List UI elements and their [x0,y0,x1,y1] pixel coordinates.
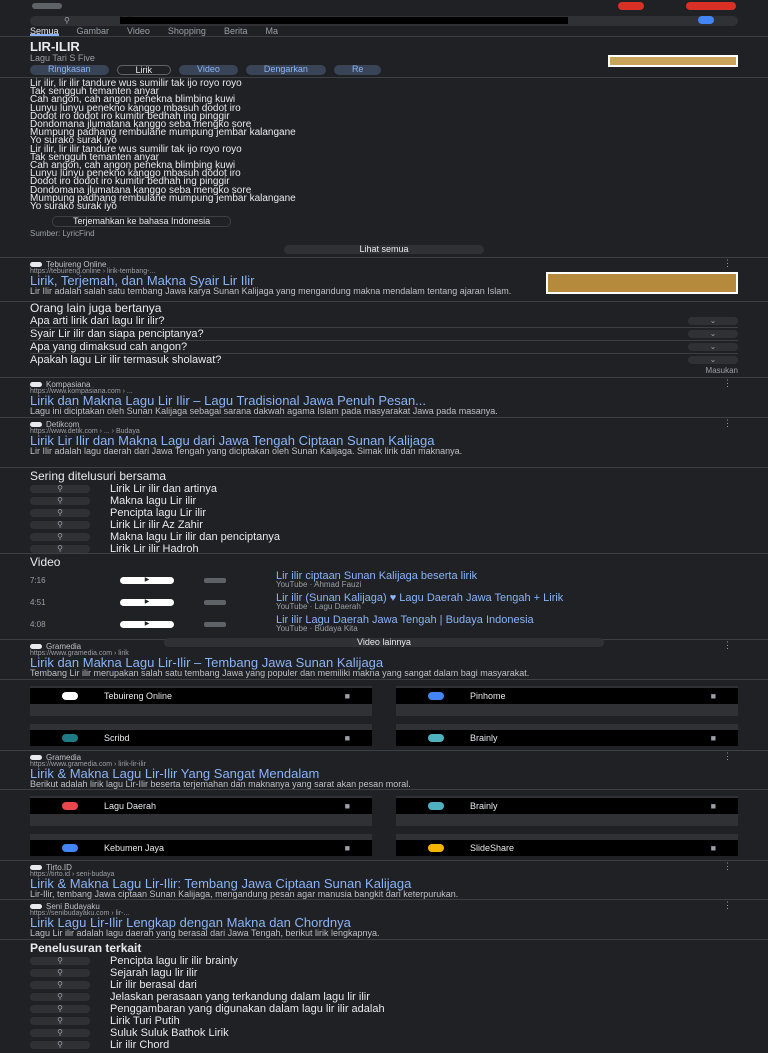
more-options-icon[interactable]: ■ [710,801,716,812]
site-name: Kompasiana [46,380,91,390]
more-options-icon[interactable]: ■ [710,733,716,744]
search-result [0,640,768,680]
site-favicon [30,644,42,649]
video-thumbnail[interactable] [204,622,226,627]
search-icon: ⚲ [30,1005,90,1013]
more-options-icon[interactable]: ■ [344,843,350,854]
result-thumbnail[interactable] [546,272,738,294]
card-label: Tebuireng Online [104,691,173,702]
song-subtitle: Lagu Tari S Five [30,53,95,63]
card-label: SlideShare [470,843,515,854]
play-icon[interactable]: ▶ [120,577,174,584]
paa-question-text: Apakah lagu Lir ilir termasuk sholawat? [30,354,222,367]
related-search-text: Lir ilir berasal dari [110,979,197,992]
related-search-text: Pencipta lagu lir ilir brainly [110,955,238,968]
image-cards [0,680,768,750]
image-card[interactable] [396,834,738,856]
related-search-item[interactable] [30,531,738,543]
related-search-item[interactable] [30,1015,738,1027]
related-search-item[interactable] [30,991,738,1003]
chip-lyrics[interactable]: Lirik [117,65,172,75]
related-search-item[interactable] [30,1027,738,1039]
result-title-link[interactable]: Lirik dan Makna Lagu Lir Ilir – Lagu Tradisional Jawa Penuh Pesan... [30,393,427,409]
people-also-ask [0,302,768,378]
result-url: https://www.detik.com › ... › Budaya [30,428,140,436]
site-name: Seni Budayaku [46,902,100,912]
more-options-icon[interactable]: ⋮ [723,418,732,429]
videos-title: Video [30,555,61,570]
result-cite [30,642,738,651]
search-icon: ⚲ [30,1041,90,1049]
more-options-icon[interactable]: ⋮ [723,861,732,872]
related-search-item[interactable] [30,955,738,967]
related-search-item[interactable] [30,1003,738,1015]
site-favicon [30,755,42,760]
search-tabs [0,26,768,37]
result-url: https://www.gramedia.com › lirik [30,650,129,658]
search-result [0,750,768,790]
related-search-text: Lir ilir Chord [110,1039,170,1052]
image-card[interactable] [30,686,372,716]
site-favicon [62,692,78,700]
result-snippet: Lagu ini diciptakan oleh Sunan Kalijaga sebagai sarana dakwah agama Islam pada masyarakat Jawa pada masanya. [30,406,498,417]
result-url: https://www.gramedia.com › lirik-lir-ilir [30,761,146,769]
tab-news[interactable]: Berita [223,26,248,36]
lyric-line: Dodot iro dodot iro kumitir bedhah ing pinggir [30,176,230,188]
video-title-link[interactable]: Lir ilir ciptaan Sunan Kalijaga beserta lirik [276,570,478,583]
video-duration: 4:51 [30,597,46,607]
related-title: Sering ditelusuri bersama [30,469,167,484]
video-title-link[interactable]: Lir ilir Lagu Daerah Jawa Tengah | Budaya Indonesia [276,614,534,627]
site-favicon [428,802,444,810]
lyric-line: Lunyu lunyu penekno kanggo mbasuh dodot iro [30,102,241,114]
tab-more[interactable]: Ma [265,26,278,36]
site-favicon [428,734,444,742]
tab-images[interactable]: Gambar [76,26,110,36]
related-search-text: Jelaskan perasaan yang terkandung dalam lagu lir ilir [110,991,370,1004]
lyric-line: Mumpung padhang rembulane mumpung jembar kalangane [30,127,296,139]
search-result [0,860,768,900]
result-url: https://senibudayaku.com › lir-... [30,910,130,918]
result-snippet: Tembang Lir ilir merupakan salah satu tembang Jawa yang populer dan memiliki makna yang sangat dalam bagi masyarakat. [30,668,530,679]
search-icon: ⚲ [30,957,90,965]
chevron-down-icon[interactable]: ⌄ [688,343,738,351]
more-videos-button[interactable]: Video lainnya [164,638,604,647]
lyric-line: Lir ilir, lir ilir tandure wus sumilir tak ijo royo royo [30,143,242,155]
more-options-icon[interactable]: ■ [344,733,350,744]
image-cards [0,790,768,860]
result-title-link[interactable]: Lirik Lir Ilir dan Makna Lagu dari Jawa Tengah Ciptaan Sunan Kalijaga [30,433,435,449]
chip-listen[interactable]: Dengarkan [246,65,326,75]
result-url: https://tirto.id › seni-budaya [30,871,115,879]
related-search-text: Pencipta lagu Lir ilir [110,507,206,520]
search-icon: ⚲ [30,981,90,989]
site-name: Tirto.ID [46,863,72,873]
site-name: Gramedia [46,753,82,763]
result-snippet: Lir-Ilir, tembang Jawa ciptaan Sunan Kalijaga, mengandung pesan agar manusia bangkit dari keterpurukan. [30,889,459,900]
video-meta: YouTube · Ahmad Fauzi [276,580,362,590]
result-cite [30,863,738,872]
lyric-line: Cah angon, cah angon penekna blimbing kuwi [30,160,236,172]
search-icon[interactable]: ⚲ [64,16,70,25]
related-searches-top [0,468,768,554]
result-url: https://tebuireng.online › lirik-tembang-... [30,268,156,276]
site-favicon [62,802,78,810]
more-options-icon[interactable]: ⋮ [723,378,732,389]
search-icon: ⚲ [30,497,90,505]
result-title-link[interactable]: Lirik, Terjemah, dan Makna Syair Lir Ilir [30,273,255,289]
video-meta: YouTube · Budaya Kita [276,624,358,634]
related-search-text: Suluk Suluk Bathok Lirik [110,1027,229,1040]
play-icon[interactable]: ▶ [120,621,174,628]
paa-question-text: Apa yang dimaksud cah angon? [30,341,188,354]
related-search-item[interactable] [30,1039,738,1051]
chevron-down-icon[interactable]: ⌄ [688,330,738,338]
related-search-text: Makna lagu Lir ilir dan penciptanya [110,531,280,544]
result-title-link[interactable]: Lirik Lagu Lir-Ilir Lengkap dengan Makna dan Chordnya [30,915,351,931]
paa-question-text: Apa arti lirik dari lagu lir ilir? [30,315,165,328]
site-favicon [30,904,42,909]
search-result [0,418,768,468]
see-all-button[interactable]: Lihat semua [284,245,484,254]
search-icon: ⚲ [30,993,90,1001]
lyric-line: Dondomana jlumatana kanggo seba mengko sore [30,184,252,196]
result-title-link[interactable]: Lirik dan Makna Lagu Lir-Ilir – Tembang Jawa Sunan Kalijaga [30,655,384,671]
song-title: LIR-ILIR [30,39,80,54]
more-options-icon[interactable]: ■ [710,843,716,854]
lyric-line: Dodot iro dodot iro kumitir bedhah ing pinggir [30,110,230,122]
card-label: Pinhome [470,691,506,702]
card-label: Lagu Daerah [104,801,157,812]
image-card[interactable] [30,796,372,826]
avatar[interactable] [686,2,736,10]
more-options-icon[interactable]: ⋮ [723,640,732,651]
chip-summary[interactable]: Ringkasan [30,65,109,75]
card-label: Kebumen Jaya [104,843,165,854]
lyric-line: Lunyu lunyu penekno kanggo mbasuh dodot iro [30,168,241,180]
related-search-text: Makna lagu Lir ilir [110,495,197,508]
paa-question[interactable] [30,341,738,354]
related-search-item[interactable] [30,483,738,495]
image-card[interactable] [396,724,738,746]
video-thumbnail[interactable] [204,600,226,605]
feedback-link[interactable]: Masukan [705,366,738,376]
site-name: Tebuireng Online [46,260,107,270]
card-label: Brainly [470,733,498,744]
search-icon: ⚲ [30,1017,90,1025]
result-url: https://www.kompasiana.com › ... [30,388,133,396]
paa-question-text: Syair Lir ilir dan siapa penciptanya? [30,328,204,341]
search-icon: ⚲ [30,509,90,517]
related-search-text: Penggambaran yang digunakan dalam lagu lir ilir adalah [110,1003,385,1016]
video-item[interactable] [30,591,738,613]
image-card[interactable] [30,834,372,856]
labs-icon[interactable] [618,2,644,10]
result-title-link[interactable]: Lirik & Makna Lagu Lir-Ilir Yang Sangat Mendalam [30,766,320,782]
related-title: Penelusuran terkait [30,941,142,956]
search-result [0,900,768,940]
result-snippet: Berikut adalah lirik lagu Lir-Ilir beserta terjemahan dan maknanya yang sarat akan pesan moral. [30,779,411,790]
search-bar [0,14,768,26]
chip-more[interactable]: Re [334,65,382,75]
paa-title: Orang lain juga bertanya [30,301,162,316]
video-duration: 4:08 [30,619,46,629]
result-snippet: Lir Ilir adalah lagu daerah dari Jawa Tengah yang diciptakan oleh Sunan Kalijaga. Simak lirik dan maknanya. [30,446,463,457]
lyric-line: Yo surako surak iyo [30,135,117,147]
site-favicon [30,422,42,427]
search-icon: ⚲ [30,485,90,493]
more-options-icon[interactable]: ⋮ [723,258,732,269]
lyric-line: Lir ilir, lir ilir tandure wus sumilir tak ijo royo royo [30,78,242,89]
video-title-link[interactable]: Lir ilir (Sunan Kalijaga) ♥ Lagu Daerah Jawa Tengah + Lirik [276,592,564,605]
paa-question[interactable] [30,328,738,341]
related-search-item[interactable] [30,495,738,507]
album-art[interactable] [608,55,738,67]
related-search-text: Lirik Lir ilir Az Zahir [110,519,203,532]
paa-question[interactable] [30,315,738,328]
lyric-line: Tak sengguh temanten anyar [30,86,159,98]
lyrics-source: Sumber: LyricFind [30,229,95,239]
search-input[interactable]: lir ilir [120,17,568,24]
result-cite [30,380,738,389]
related-search-text: Lirik Lir ilir dan artinya [110,483,217,496]
search-result [0,378,768,418]
video-item[interactable] [30,613,738,635]
site-favicon [428,692,444,700]
lyric-line: Tak sengguh temanten anyar [30,151,159,163]
image-card[interactable] [30,724,372,746]
search-icon: ⚲ [30,1029,90,1037]
translate-button[interactable]: Terjemahkan ke bahasa Indonesia [52,216,231,227]
lyric-line: Yo surako surak iyo [30,201,117,213]
search-icon: ⚲ [30,545,90,553]
site-favicon [30,382,42,387]
play-icon[interactable]: ▶ [120,599,174,606]
site-favicon [30,865,42,870]
chevron-down-icon[interactable]: ⌄ [688,317,738,325]
chip-video[interactable]: Video [179,65,238,75]
result-cite [30,902,738,911]
lyrics-text [0,78,768,240]
menu-icon[interactable] [32,3,62,9]
related-search-item[interactable] [30,967,738,979]
result-snippet: Lagu Lir ilir adalah lagu daerah yang berasal dari Jawa Tengah, berikut lirik lengkapnya. [30,928,380,939]
card-label: Scribd [104,733,130,744]
lyric-line: Dondomana jlumatana kanggo seba mengko sore [30,119,252,131]
lyrics-panel [0,37,768,78]
lyric-line: Cah angon, cah angon penekna blimbing kuwi [30,94,236,106]
video-duration: 7:16 [30,575,46,585]
card-label: Brainly [470,801,498,812]
lens-icon[interactable] [698,16,714,24]
search-icon: ⚲ [30,533,90,541]
more-options-icon[interactable]: ■ [344,801,350,812]
search-icon: ⚲ [30,521,90,529]
lyric-line: Mumpung padhang rembulane mumpung jembar kalangane [30,192,296,204]
tab-shopping[interactable]: Shopping [167,26,206,36]
related-search-item[interactable] [30,979,738,991]
image-card[interactable] [396,686,738,716]
site-name: Gramedia [46,642,82,652]
video-item[interactable] [30,569,738,591]
site-favicon [62,734,78,742]
site-favicon [62,844,78,852]
related-search-text: Sejarah lagu lir ilir [110,967,198,980]
related-searches-bottom [0,940,768,1053]
related-search-item[interactable] [30,507,738,519]
video-thumbnail[interactable] [204,578,226,583]
search-result [0,258,768,302]
related-search-text: Lirik Turi Putih [110,1015,180,1028]
related-search-item[interactable] [30,519,738,531]
more-options-icon[interactable]: ⋮ [723,751,732,762]
search-icon: ⚲ [30,969,90,977]
tab-all[interactable]: Semua [30,26,59,36]
top-bar [0,0,768,14]
video-meta: YouTube · Lagu Daerah [276,602,361,612]
chevron-down-icon[interactable]: ⌄ [688,356,738,364]
site-favicon [30,262,42,267]
more-options-icon[interactable]: ■ [344,691,350,702]
site-name: Detikcom [46,420,80,430]
more-options-icon[interactable]: ⋮ [723,900,732,911]
paa-question[interactable] [30,354,738,366]
see-all-row [0,240,768,258]
site-favicon [428,844,444,852]
result-snippet: Lir Ilir adalah salah satu tembang Jawa karya Sunan Kalijaga yang mengandung makna mendalam tentang ajaran Islam. [30,286,512,297]
result-title-link[interactable]: Lirik & Makna Lagu Lir-Ilir: Tembang Jawa Ciptaan Sunan Kalijaga [30,876,412,892]
more-options-icon[interactable]: ■ [710,691,716,702]
image-card[interactable] [396,796,738,826]
tab-videos[interactable]: Video [127,26,150,36]
related-search-text: Lirik Lir ilir Hadroh [110,543,199,556]
